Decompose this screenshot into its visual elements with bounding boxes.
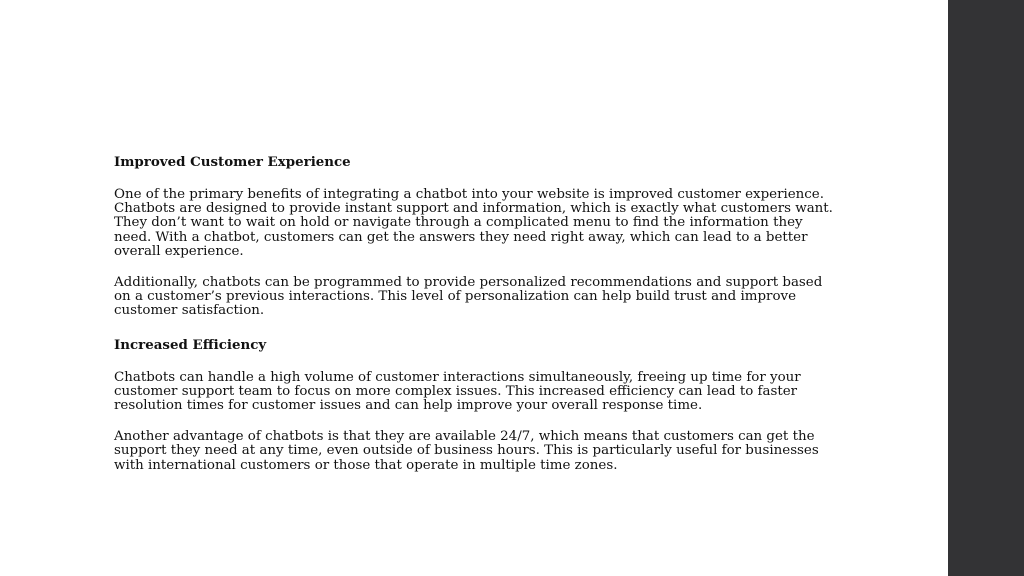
right-sidebar-band: [948, 0, 1024, 576]
section-heading-increased-efficiency: Increased Efficiency: [114, 336, 267, 353]
section-heading-improved-customer-experience: Improved Customer Experience: [114, 154, 351, 170]
paragraph-availability: Another advantage of chatbots is that they are available 24/7, which means that customers can get the support they need at any time, even outside of business hours. This is particularly useful for businesses with international customers or those that operate in multiple time zones.: [114, 429, 819, 473]
paragraph-efficiency: Chatbots can handle a high volume of customer interactions simultaneously, freeing up time for your customer support team to focus on more complex issues. This increased efficiency can lead to faster resolution times for customer issues and can help improve your overall response time.: [114, 369, 801, 414]
paragraph-personalization: Additionally, chatbots can be programmed to provide personalized recommendations and support based on a customer’s previous interactions. This level of personalization can help build trust and improve customer satisfaction.: [114, 275, 823, 319]
paragraph-customer-experience: One of the primary benefits of integrating a chatbot into your website is improved customer experience. Chatbots are designed to provide instant support and information, which is exactly what customers want. They don’t want to wait on hold or navigate through a complicated menu to find the information they need. With a chatbot, customers can get the answers they need right away, which can lead to a better overall experience.: [114, 187, 833, 259]
article-body: [114, 153, 834, 473]
